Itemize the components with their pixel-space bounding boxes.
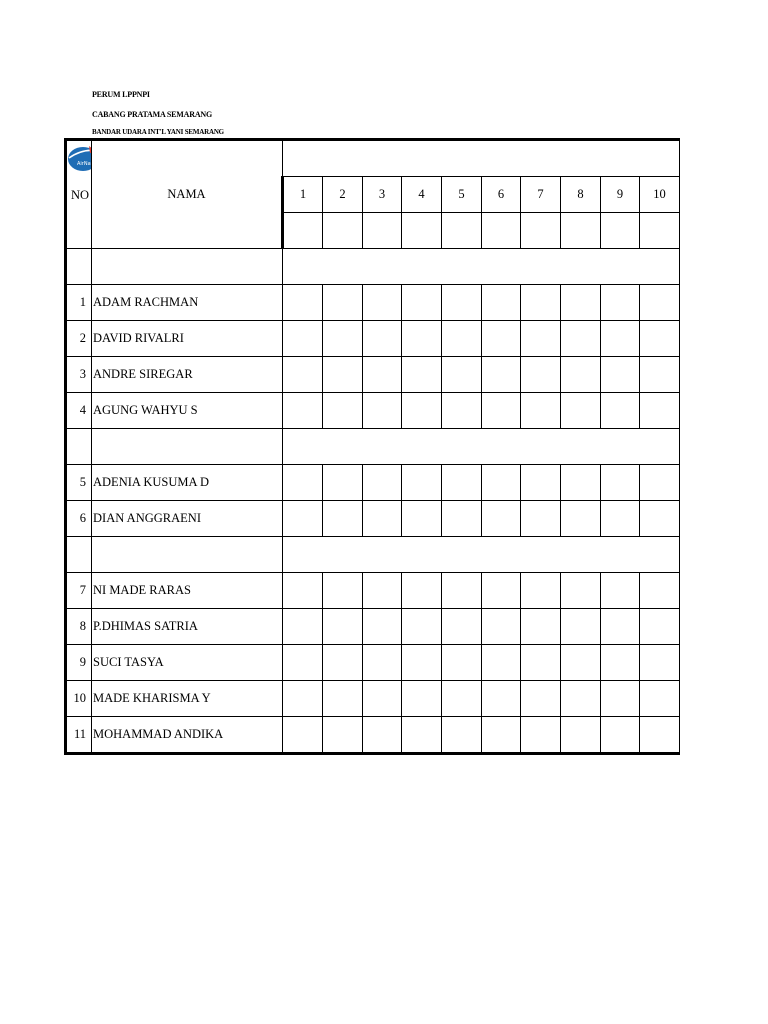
attendance-cell[interactable] — [323, 501, 363, 537]
row-name: NI MADE RARAS — [92, 573, 283, 609]
attendance-cell[interactable] — [363, 501, 402, 537]
attendance-cell[interactable] — [482, 357, 521, 393]
attendance-cell[interactable] — [521, 645, 561, 681]
attendance-cell[interactable] — [323, 645, 363, 681]
separator-name-cell — [92, 249, 283, 285]
header-blank-cell[interactable] — [561, 213, 601, 249]
row-name: MOHAMMAD ANDIKA — [92, 717, 283, 754]
row-name: DAVID RIVALRI — [92, 321, 283, 357]
attendance-cell[interactable] — [283, 645, 323, 681]
attendance-cell[interactable] — [521, 681, 561, 717]
attendance-cell[interactable] — [561, 645, 601, 681]
org-name: PERUM LPPNPI — [92, 90, 150, 99]
attendance-cell[interactable] — [363, 645, 402, 681]
attendance-cell[interactable] — [482, 501, 521, 537]
attendance-cell[interactable] — [283, 573, 323, 609]
header-blank-cell[interactable] — [521, 213, 561, 249]
attendance-cell[interactable] — [601, 645, 640, 681]
header-blank-cell[interactable] — [640, 213, 680, 249]
attendance-cell[interactable] — [402, 573, 442, 609]
row-number: 6 — [66, 501, 92, 537]
table-row — [66, 681, 680, 717]
separator-no-cell — [66, 429, 92, 465]
attendance-cell[interactable] — [521, 465, 561, 501]
row-number: 5 — [66, 465, 92, 501]
attendance-cell[interactable] — [402, 681, 442, 717]
row-name: ADAM RACHMAN — [92, 285, 283, 321]
row-number: 7 — [66, 573, 92, 609]
attendance-cell[interactable] — [640, 357, 680, 393]
attendance-cell[interactable] — [323, 393, 363, 429]
separator-span-cell — [283, 249, 680, 285]
attendance-cell[interactable] — [442, 321, 482, 357]
attendance-cell[interactable] — [482, 465, 521, 501]
attendance-cell[interactable] — [283, 285, 323, 321]
row-number: 1 — [66, 285, 92, 321]
group-separator-row — [66, 429, 680, 465]
row-number: 8 — [66, 609, 92, 645]
separator-span-cell — [283, 537, 680, 573]
attendance-cell[interactable] — [640, 717, 680, 754]
attendance-cell[interactable] — [601, 501, 640, 537]
attendance-cell[interactable] — [482, 717, 521, 754]
row-number: 4 — [66, 393, 92, 429]
number-header-3: 3 — [363, 177, 402, 213]
attendance-cell[interactable] — [521, 357, 561, 393]
no-header-cell — [66, 140, 92, 249]
attendance-cell[interactable] — [640, 645, 680, 681]
number-header-1: 1 — [283, 177, 323, 213]
attendance-cell[interactable] — [323, 285, 363, 321]
attendance-cell[interactable] — [561, 681, 601, 717]
header-blank-cell[interactable] — [283, 213, 323, 249]
attendance-cell[interactable] — [640, 609, 680, 645]
attendance-cell[interactable] — [640, 573, 680, 609]
attendance-cell[interactable] — [521, 573, 561, 609]
attendance-cell[interactable] — [601, 393, 640, 429]
number-header-10: 10 — [640, 177, 680, 213]
row-name: AGUNG WAHYU S — [92, 393, 283, 429]
row-name: SUCI TASYA — [92, 645, 283, 681]
attendance-cell[interactable] — [521, 321, 561, 357]
table-row — [66, 573, 680, 609]
number-header-5: 5 — [442, 177, 482, 213]
attendance-cell[interactable] — [482, 681, 521, 717]
attendance-cell[interactable] — [323, 609, 363, 645]
row-name: ANDRE SIREGAR — [92, 357, 283, 393]
attendance-cell[interactable] — [640, 393, 680, 429]
group-separator-row — [66, 249, 680, 285]
no-column-header: NO — [71, 188, 90, 202]
attendance-cell[interactable] — [640, 465, 680, 501]
header-row-top — [66, 140, 680, 177]
attendance-cell[interactable] — [561, 357, 601, 393]
attendance-cell[interactable] — [521, 393, 561, 429]
attendance-cell[interactable] — [601, 609, 640, 645]
attendance-cell[interactable] — [283, 393, 323, 429]
attendance-cell[interactable] — [442, 573, 482, 609]
number-header-6: 6 — [482, 177, 521, 213]
attendance-cell[interactable] — [363, 321, 402, 357]
attendance-cell[interactable] — [482, 393, 521, 429]
attendance-cell[interactable] — [363, 681, 402, 717]
attendance-cell[interactable] — [442, 357, 482, 393]
header-blank-cell[interactable] — [323, 213, 363, 249]
attendance-cell[interactable] — [363, 717, 402, 754]
attendance-cell[interactable] — [323, 717, 363, 754]
attendance-cell[interactable] — [442, 681, 482, 717]
separator-name-cell — [92, 537, 283, 573]
attendance-cell[interactable] — [283, 681, 323, 717]
attendance-cell[interactable] — [601, 717, 640, 754]
header-blank-cell[interactable] — [601, 213, 640, 249]
attendance-cell[interactable] — [601, 357, 640, 393]
attendance-cell[interactable] — [561, 501, 601, 537]
row-name: MADE KHARISMA Y — [92, 681, 283, 717]
table-row — [66, 285, 680, 321]
attendance-table — [64, 138, 680, 755]
attendance-cell[interactable] — [561, 321, 601, 357]
table-row — [66, 465, 680, 501]
table-row — [66, 609, 680, 645]
attendance-cell[interactable] — [323, 573, 363, 609]
attendance-cell[interactable] — [482, 573, 521, 609]
separator-no-cell — [66, 249, 92, 285]
row-number: 9 — [66, 645, 92, 681]
attendance-cell[interactable] — [363, 573, 402, 609]
attendance-cell[interactable] — [601, 681, 640, 717]
row-number: 3 — [66, 357, 92, 393]
row-number: 2 — [66, 321, 92, 357]
number-header-4: 4 — [402, 177, 442, 213]
attendance-cell[interactable] — [521, 609, 561, 645]
attendance-cell[interactable] — [363, 465, 402, 501]
table-row — [66, 717, 680, 754]
attendance-cell[interactable] — [521, 717, 561, 754]
attendance-cell[interactable] — [561, 285, 601, 321]
separator-no-cell — [66, 537, 92, 573]
attendance-cell[interactable] — [323, 357, 363, 393]
attendance-cell[interactable] — [561, 609, 601, 645]
number-header-8: 8 — [561, 177, 601, 213]
attendance-cell[interactable] — [323, 321, 363, 357]
attendance-cell[interactable] — [363, 609, 402, 645]
attendance-cell[interactable] — [442, 393, 482, 429]
row-name: DIAN ANGGRAENI — [92, 501, 283, 537]
attendance-cell[interactable] — [521, 285, 561, 321]
attendance-cell[interactable] — [442, 645, 482, 681]
attendance-cell[interactable] — [283, 357, 323, 393]
attendance-cell[interactable] — [402, 321, 442, 357]
attendance-cell[interactable] — [561, 465, 601, 501]
row-name: P.DHIMAS SATRIA — [92, 609, 283, 645]
attendance-cell[interactable] — [521, 501, 561, 537]
attendance-cell[interactable] — [640, 285, 680, 321]
attendance-cell[interactable] — [640, 321, 680, 357]
attendance-cell[interactable] — [402, 645, 442, 681]
attendance-cell[interactable] — [283, 609, 323, 645]
separator-span-cell — [283, 429, 680, 465]
attendance-cell[interactable] — [601, 573, 640, 609]
number-header-9: 9 — [601, 177, 640, 213]
attendance-cell[interactable] — [283, 501, 323, 537]
attendance-cell[interactable] — [482, 609, 521, 645]
table-row — [66, 357, 680, 393]
attendance-cell[interactable] — [561, 573, 601, 609]
attendance-cell[interactable] — [561, 393, 601, 429]
attendance-cell[interactable] — [442, 609, 482, 645]
table-row — [66, 393, 680, 429]
row-number: 11 — [66, 717, 92, 754]
logo-text: AirNav — [77, 161, 94, 167]
header-blank-span — [283, 140, 680, 177]
row-number: 10 — [66, 681, 92, 717]
attendance-cell[interactable] — [402, 717, 442, 754]
attendance-cell[interactable] — [601, 321, 640, 357]
group-separator-row — [66, 537, 680, 573]
attendance-cell[interactable] — [601, 285, 640, 321]
attendance-cell[interactable] — [323, 465, 363, 501]
branch-name: CABANG PRATAMA SEMARANG — [92, 110, 212, 119]
header-blank-cell[interactable] — [363, 213, 402, 249]
attendance-cell[interactable] — [601, 465, 640, 501]
number-header-7: 7 — [521, 177, 561, 213]
table-row — [66, 501, 680, 537]
separator-name-cell — [92, 429, 283, 465]
attendance-cell[interactable] — [363, 393, 402, 429]
attendance-cell[interactable] — [640, 681, 680, 717]
attendance-cell[interactable] — [442, 465, 482, 501]
header-blank-cell[interactable] — [402, 213, 442, 249]
attendance-cell[interactable] — [561, 717, 601, 754]
attendance-cell[interactable] — [402, 393, 442, 429]
attendance-cell[interactable] — [640, 501, 680, 537]
header-blank-cell[interactable] — [482, 213, 521, 249]
attendance-cell[interactable] — [402, 465, 442, 501]
attendance-cell[interactable] — [482, 321, 521, 357]
table-row — [66, 321, 680, 357]
attendance-cell[interactable] — [442, 501, 482, 537]
attendance-cell[interactable] — [363, 357, 402, 393]
attendance-cell[interactable] — [283, 321, 323, 357]
row-name: ADENIA KUSUMA D — [92, 465, 283, 501]
attendance-cell[interactable] — [363, 285, 402, 321]
attendance-cell[interactable] — [482, 285, 521, 321]
name-column-header: NAMA — [92, 140, 283, 249]
attendance-cell[interactable] — [442, 717, 482, 754]
attendance-cell[interactable] — [482, 645, 521, 681]
attendance-cell[interactable] — [402, 285, 442, 321]
table-row — [66, 645, 680, 681]
attendance-cell[interactable] — [283, 717, 323, 754]
airport-name: BANDAR UDARA INT'L YANI SEMARANG — [92, 128, 224, 136]
attendance-cell[interactable] — [402, 501, 442, 537]
airnav-logo-icon — [66, 142, 92, 172]
number-header-2: 2 — [323, 177, 363, 213]
attendance-cell[interactable] — [283, 465, 323, 501]
header-blank-cell[interactable] — [442, 213, 482, 249]
attendance-cell[interactable] — [323, 681, 363, 717]
attendance-cell[interactable] — [402, 609, 442, 645]
attendance-cell[interactable] — [442, 285, 482, 321]
attendance-cell[interactable] — [402, 357, 442, 393]
